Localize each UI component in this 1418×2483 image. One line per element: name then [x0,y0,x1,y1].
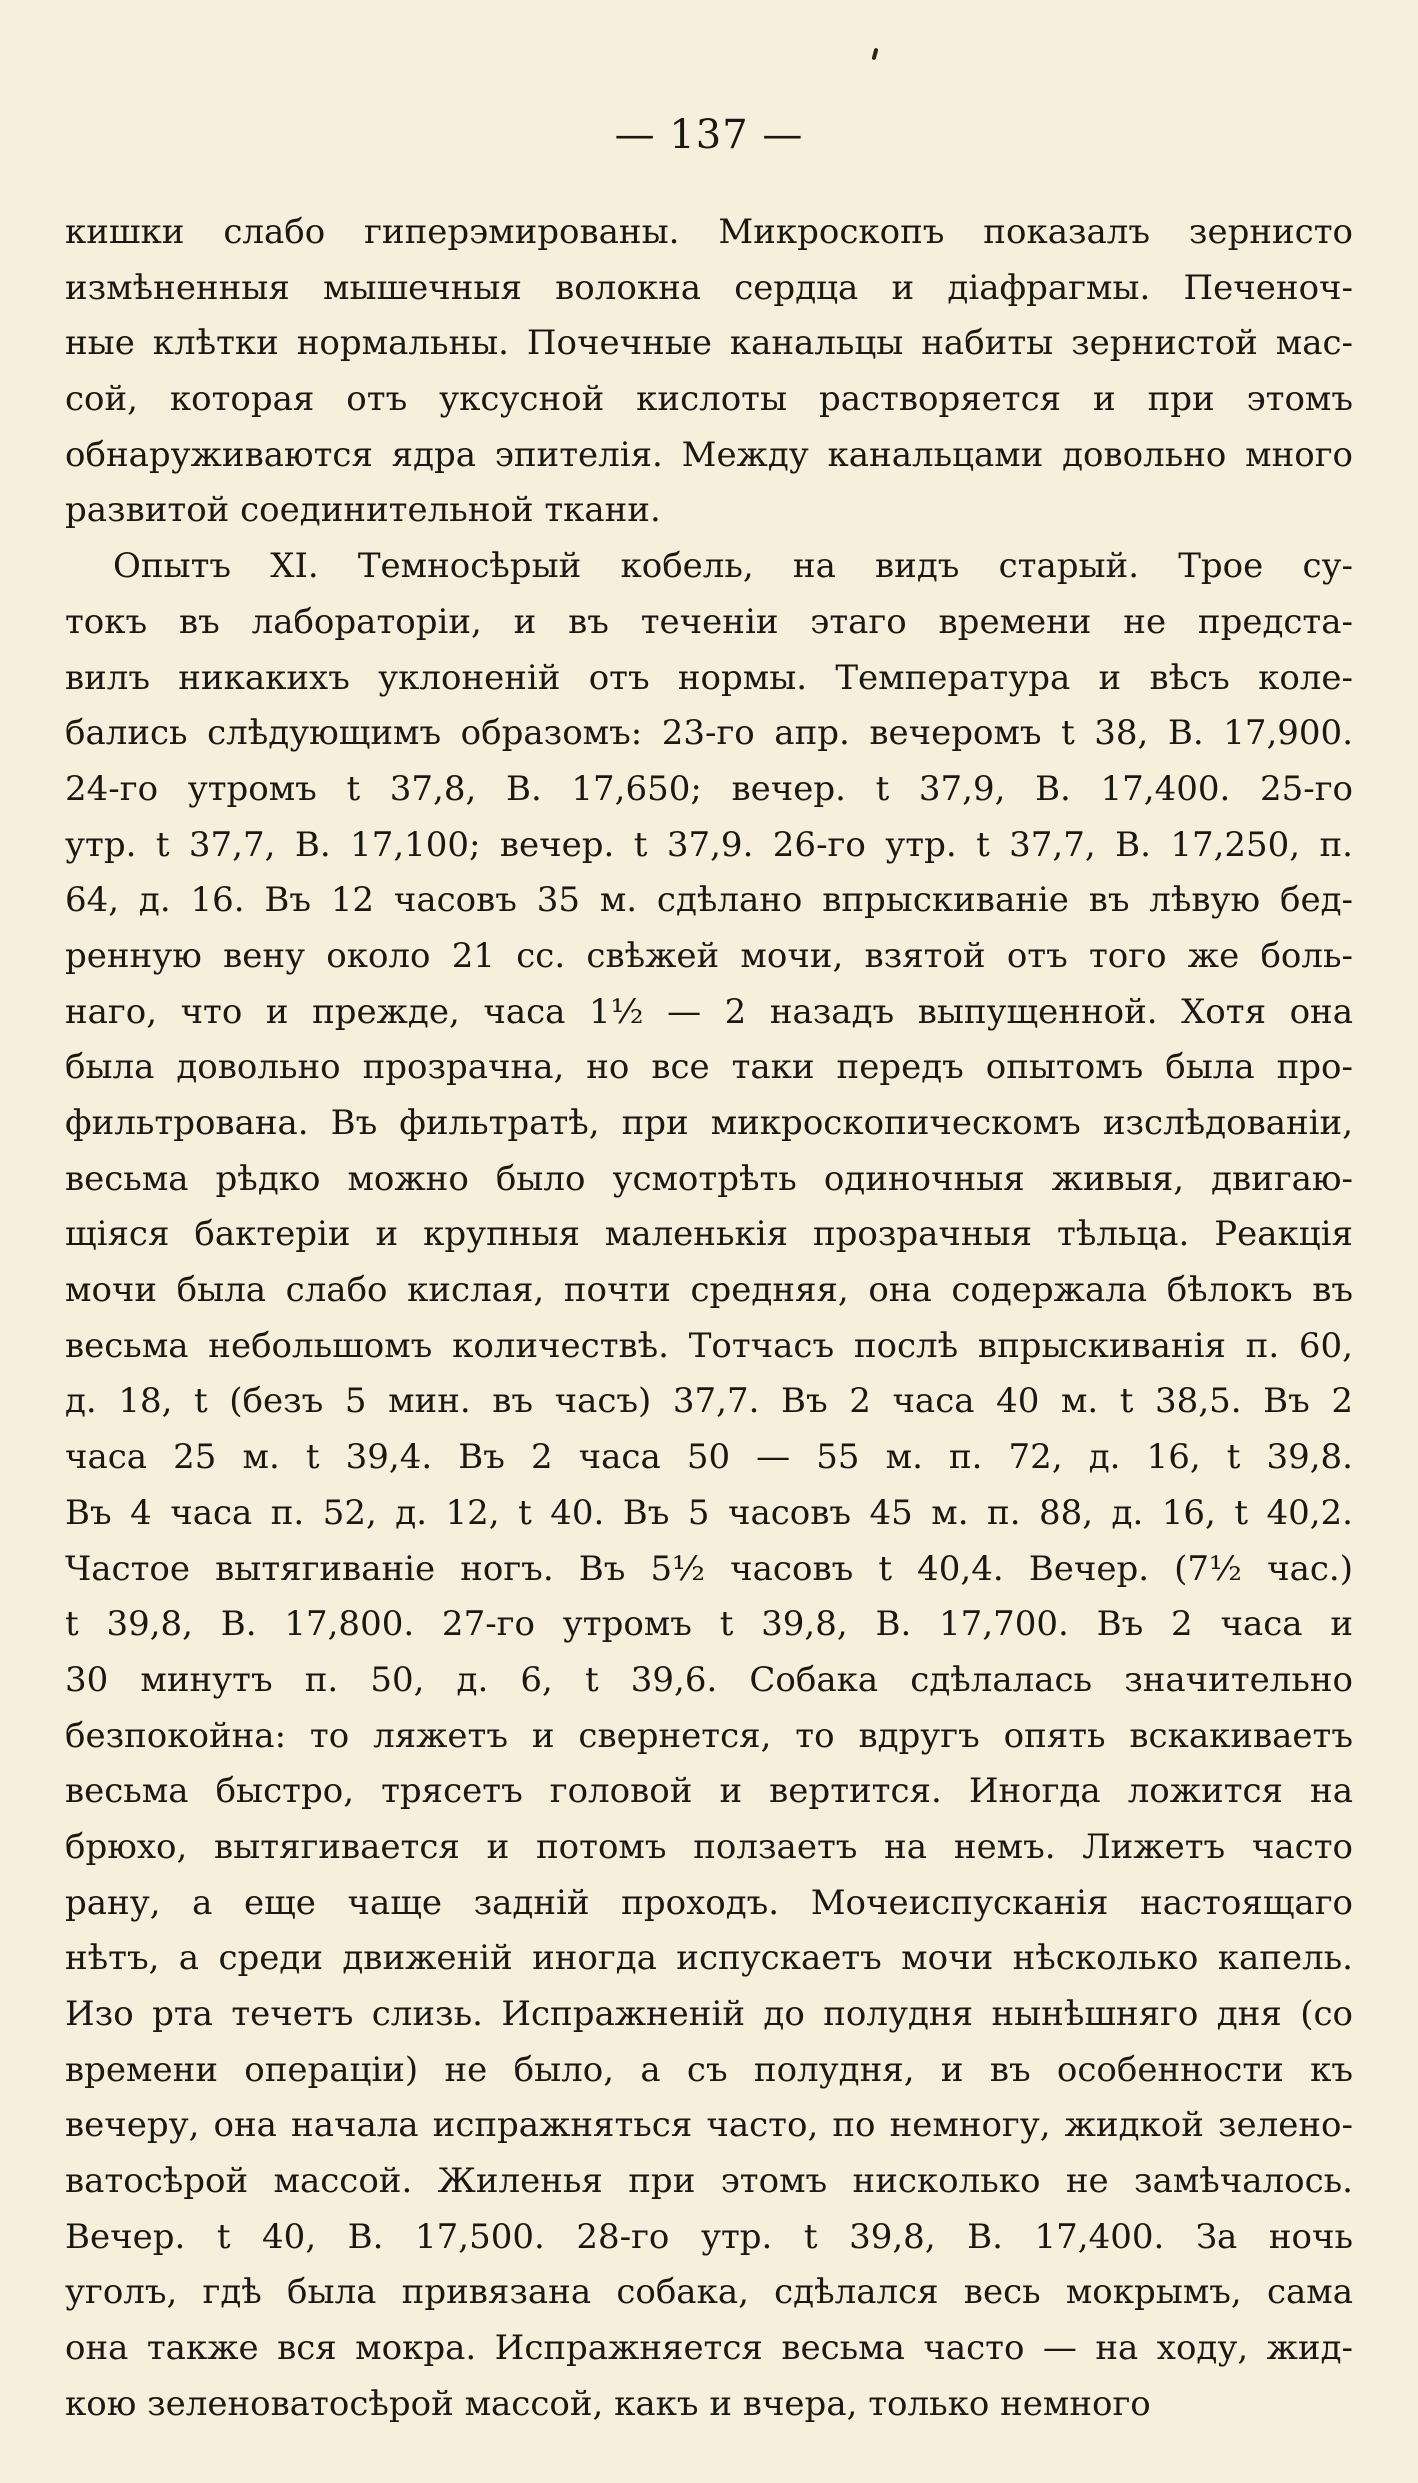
text-line: Изо рта течетъ слизь. Испражненій до полудня нынѣшняго дня (со [65,1994,1353,2034]
text-line: 24-го утромъ t 37,8, В. 17,650; вечер. t 37,9, В. 17,400. 25-го [65,768,1353,809]
text-line: ные клѣтки нормальны. Почечные канальцы набиты зернистой мас- [65,323,1353,364]
text-line: она также вся мокра. Испражняется весьма часто — на ходу, жид- [65,2328,1353,2369]
text-line: сой, которая отъ уксусной кислоты растворяется и при этомъ [65,379,1353,420]
text-line: д. 18, t (безъ 5 мин. въ часъ) 37,7. Въ 2 часа 40 м. t 38,5. Въ 2 [65,1381,1353,1422]
text-line: бались слѣдующимъ образомъ: 23-го апр. вечеромъ t 38, В. 17,900. [65,713,1353,754]
text-line: токъ въ лабораторіи, и въ теченіи этаго времени не предста- [65,601,1353,642]
text-line: безпокойна: то ляжетъ и свернется, то вдругъ опять вскакиваетъ [65,1715,1353,1756]
text-line: t 39,8, В. 17,800. 27-го утромъ t 39,8, В. 17,700. Въ 2 часа и [65,1604,1353,1645]
text-line: весьма небольшомъ количествѣ. Тотчасъ послѣ впрыскиванія п. 60, [65,1325,1353,1366]
text-line: щіяся бактеріи и крупныя маленькія прозрачныя тѣльца. Реакція [65,1214,1353,1255]
ink-speck [872,48,879,61]
text-line: мочи была слабо кислая, почти средняя, она содержала бѣлокъ въ [65,1270,1353,1311]
text-line: уголъ, гдѣ была привязана собака, сдѣлался весь мокрымъ, сама [65,2272,1353,2313]
text-line: наго, что и прежде, часа 1½ — 2 назадъ выпущенной. Хотя она [65,991,1353,1032]
text-line: весьма быстро, трясетъ головой и вертится. Иногда ложится на [65,1771,1353,1812]
text-line: ватосѣрой массой. Жиленья при этомъ нисколько не замѣчалось. [65,2161,1353,2202]
text-line: фильтрована. Въ фильтратѣ, при микроскопическомъ изслѣдованіи, [65,1103,1353,1143]
text-line: вечеру, она начала испражняться часто, по немногу, жидкой зелено- [65,2105,1353,2146]
text-line: кою зеленоватосѣрой массой, какъ и вчера, только немного [65,2383,1151,2424]
text-line: утр. t 37,7, В. 17,100; вечер. t 37,9. 26-го утр. t 37,7, В. 17,250, п. [65,824,1353,865]
text-line: вилъ никакихъ уклоненій отъ нормы. Температура и вѣсъ коле- [65,657,1353,698]
text-line: Вечер. t 40, В. 17,500. 28-го утр. t 39,8, В. 17,400. За ночь [65,2216,1353,2257]
text-line: обнаруживаются ядра эпителія. Между канальцами довольно много [65,434,1353,475]
text-line: рану, а еще чаще задній проходъ. Мочеиспусканія настоящаго [65,1882,1353,1923]
text-line: была довольно прозрачна, но все таки передъ опытомъ была про- [65,1047,1353,1088]
text-line: весьма рѣдко можно было усмотрѣть одиночныя живыя, двигаю- [65,1158,1353,1199]
text-line: Частое вытягиваніе ногъ. Въ 5½ часовъ t 40,4. Вечер. (7½ час.) [65,1548,1353,1589]
text-line: 30 минутъ п. 50, д. 6, t 39,6. Собака сдѣлалась значительно [65,1659,1353,1700]
text-line: времени операціи) не было, а съ полудня, и въ особенности къ [65,2049,1353,2090]
text-line: нѣтъ, а среди движеній иногда испускаетъ мочи нѣсколько капель. [65,1938,1353,1979]
text-line: брюхо, вытягивается и потомъ ползаетъ на немъ. Лижетъ часто [65,1826,1353,1867]
text-line: измѣненныя мышечныя волокна сердца и діафрагмы. Печеноч- [65,267,1353,308]
text-line: Въ 4 часа п. 52, д. 12, t 40. Въ 5 часовъ 45 м. п. 88, д. 16, t 40,2. [65,1492,1353,1533]
text-line: развитой соединительной ткани. [65,490,661,531]
text-line: Опытъ XI. Темносѣрый кобель, на видъ старый. Трое су- [113,546,1353,587]
text-line: ренную вену около 21 сс. свѣжей мочи, взятой отъ того же боль- [65,935,1353,976]
text-line: 64, д. 16. Въ 12 часовъ 35 м. сдѣлано впрыскиваніе въ лѣвую бед- [65,880,1353,921]
page-number: — 137 — [614,112,804,158]
text-line: кишки слабо гиперэмированы. Микроскопъ показалъ зернисто [65,212,1353,252]
body-text [65,205,1353,2433]
text-line: часа 25 м. t 39,4. Въ 2 часа 50 — 55 м. п. 72, д. 16, t 39,8. [65,1437,1353,1478]
